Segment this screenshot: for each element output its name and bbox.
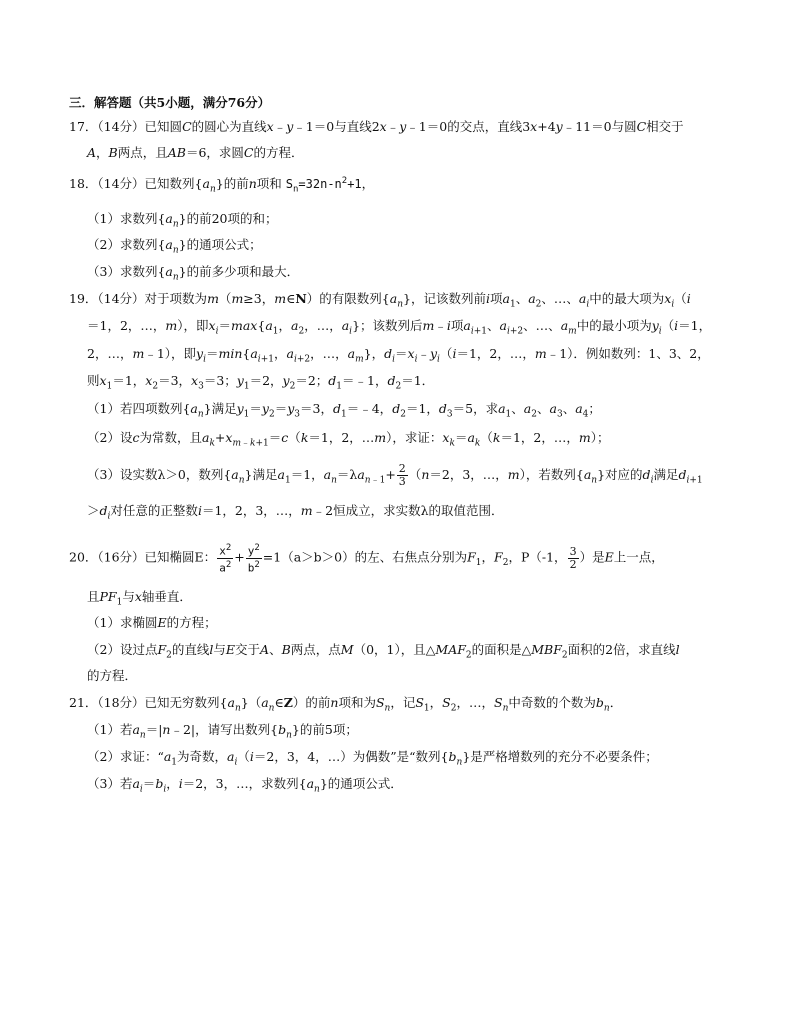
q19-part3: （3）设实数λ＞0，数列$\{a_n\}$满足$a_1=1$，$a_n=\lambda a_{n﹣1}+$ $\frac{2}{3}$ （n＝2，3，…，m），若数列$\{a_n\}$对应的$d_i$满足$d_{i+1}$	[87, 462, 703, 488]
q19-part1: （1）若四项数列$\{a_n\}$满足$y_1=y_2=y_3=3$，$d_1=﹣4$，$d_2=1$，$d_3=5$，求$a_1$、$a_2$、$a_3$、$a_4$；	[87, 401, 601, 420]
q20-stem: 20．（16分）已知椭圆E： $\frac{x^2}{a^2}$ + $\frac{y^2}{b^2}$ =1（a＞b＞0）的左、右焦点分别为$F_1$，$F_2$，P（-1， $\frac{3}{2}$ ）是E上一点，	[69, 543, 664, 575]
q19-part2: （2）设c为常数，且$a_k+x_{m﹣k+1}=c(k=1$，2，…m），求证：$x_k=a_k(k=1$，2，…，m）；	[87, 430, 610, 449]
q19-line3: 2，…，m﹣1），即$y_i=\min\{a_{i+1}$，$a_{i+2}$，…，$a_m$}，$d_i=x_i﹣y_i(i=1$，2，…，m﹣1）．例如数列：1、3、2，	[87, 346, 710, 365]
q18-stem: 18．（14分）已知数列$\{a_n\}$的前n项和 $S_n=32n-n^2+1$，	[69, 176, 375, 195]
q17-line1: 17．（14分）已知圆C的圆心为直线x﹣y﹣1＝0与直线2x﹣y﹣1＝0的交点，直线3x+4y﹣11＝0与圆C相交于	[69, 119, 684, 134]
q19-part3-line2: $>d_i$对任意的正整数i＝1，2，3，…，m﹣2恒成立，求实数λ的取值范围．	[87, 503, 504, 522]
q18-part2: （2）求数列$\{a_n\}$的通项公式；	[87, 237, 262, 256]
q21-stem: 21．（18分）已知无穷数列$\{a_n\}(a_n\in Z)$的前n项和为$S_n$，记$S_1$，$S_2$，…，$S_n$中奇数的个数为$b_n$．	[69, 695, 623, 714]
q18-part1: （1）求数列$\{a_n\}$的前20项的和；	[87, 211, 278, 230]
q20-part2-line2: 的方程．	[87, 668, 138, 683]
q19-line1: 19．（14分）对于项数为m（m≥3，m∈N）的有限数列$\{a_n\}$，记该数列前i项$a_1$、$a_2$、…、$a_i$中的最大项为$x_i(i$	[69, 291, 691, 310]
q21-part1: （1）若$a_n=|n﹣2|$，请写出数列$\{b_n\}$的前5项；	[87, 722, 358, 741]
q19-line2: ＝1，2，…，m），即$x_i=\max\{a_1$，$a_2$，…，$a_i$}；该数列后m﹣i项$a_{i+1}$、$a_{i+2}$、…、$a_m$中的最小项为$y_i(i=1$，	[87, 318, 712, 337]
section-title: 三．解答题（共5小题，满分76分）	[69, 95, 271, 110]
q17-line2: A，B两点，且AB＝6，求圆C的方程．	[87, 145, 304, 160]
q21-part2: （2）求证：“$a_1$为奇数，$a_i(i=2$，3，4，…）为偶数”是“数列$\{b_n\}$是严格增数列的充分不必要条件；	[87, 749, 658, 768]
q21-part3: （3）若$a_i=b_i$，i＝2，3，…，求数列$\{a_n\}$的通项公式．	[87, 776, 403, 795]
q20-part1: （1）求椭圆E的方程；	[87, 615, 217, 630]
q18-part3: （3）求数列$\{a_n\}$的前多少项和最大．	[87, 264, 300, 283]
q20-part2: （2）设过点$F_2$的直线l与E交于A、B两点，点M（0，1），且$\triangle MAF_2$的面积是$\triangle MBF_2$面积的2倍，求直线l	[87, 642, 680, 661]
q19-line4: 则$x_1=1$，$x_2=3$，$x_3=3$；$y_1=2$，$y_2=2$；$d_1=﹣1$，$d_2=1$．	[87, 373, 435, 392]
q20-line2: 且$PF_1$与x轴垂直．	[87, 589, 192, 608]
